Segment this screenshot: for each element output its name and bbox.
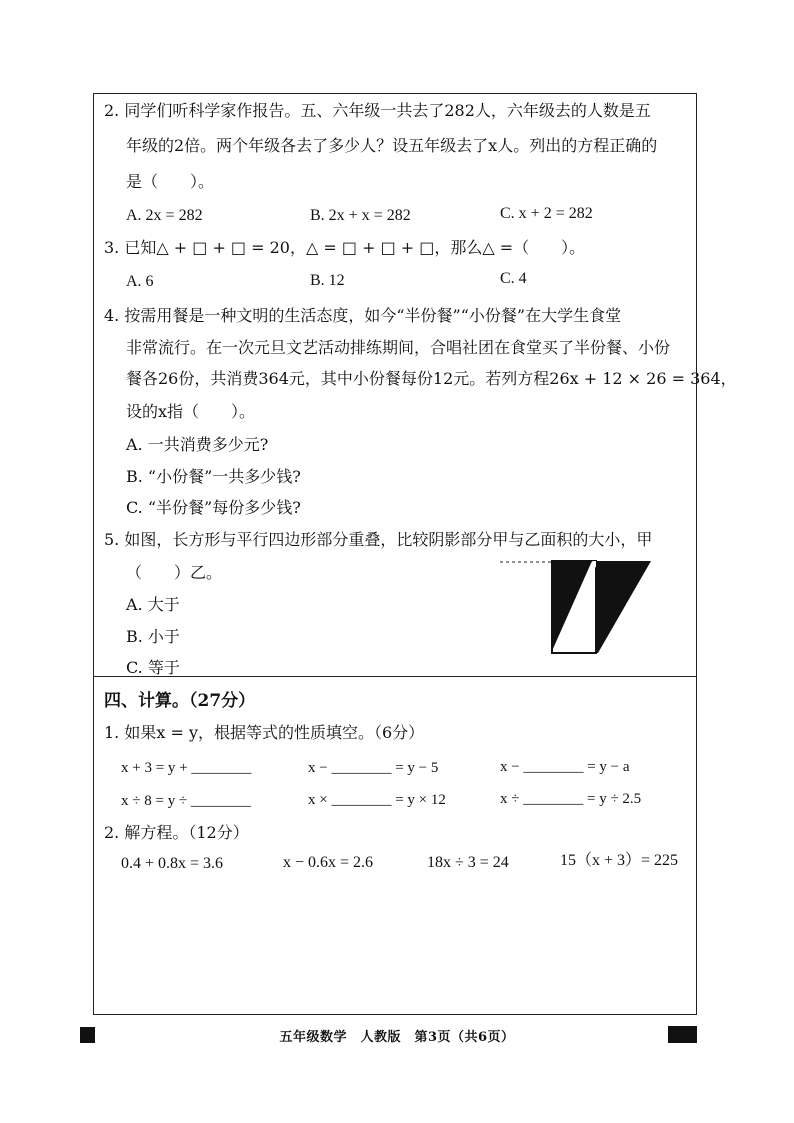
q2-line1: 2. 同学们听科学家作报告。五、六年级一共去了282人，六年级去的人数是五 (104, 101, 651, 120)
shaded-region-yi (596, 561, 651, 653)
equation-1: 0.4 + 0.8x = 3.6 (121, 855, 224, 872)
section4-title: 四、计算。（27分） (104, 691, 256, 711)
page-frame (93, 93, 697, 1015)
q3-line1: 3. 已知△ + □ + □ = 20，△ = □ + □ + □，那么△ =（ ）。 (104, 238, 586, 257)
calc-p2-title: 2. 解方程。（12分） (104, 823, 249, 842)
q4-option-b: B. “小份餐”一共多少钱? (126, 467, 301, 486)
q3-option-a: A. 6 (126, 273, 154, 290)
overlap-figure (497, 556, 657, 656)
page-footer: 五年级数学 人教版 第3页（共6页） (279, 1030, 515, 1045)
q2-option-b: B. 2x + x = 282 (310, 207, 411, 224)
q5-option-b: B. 小于 (126, 627, 180, 646)
q4-option-c: C. “半份餐”每份多少钱? (126, 498, 301, 517)
q5-option-a: A. 大于 (126, 595, 180, 614)
equation-2: x − 0.6x = 2.6 (283, 854, 374, 871)
calc-p1-title: 1. 如果x = y，根据等式的性质填空。（6分） (104, 723, 425, 742)
equation-4: 15（x + 3）= 225 (560, 852, 679, 869)
fill-blank-5: x × ________ = y × 12 (308, 792, 446, 808)
q5-line2: （ ）乙。 (126, 563, 223, 582)
q2-line2: 年级的2倍。两个年级各去了多少人？设五年级去了x人。列出的方程正确的 (126, 136, 658, 155)
q3-option-c: C. 4 (500, 270, 527, 287)
q2-line3: 是（ ）。 (126, 172, 215, 191)
q2-option-c: C. x + 2 = 282 (500, 205, 593, 222)
q3-option-b: B. 12 (310, 272, 345, 289)
fill-blank-1: x + 3 = y + ________ (121, 760, 252, 776)
equation-3: 18x ÷ 3 = 24 (427, 854, 509, 871)
q2-option-a: A. 2x = 282 (126, 207, 203, 224)
q4-line3: 餐各26份，共消费364元，其中小份餐每份12元。若列方程26x + 12 × 26 = 364， (126, 369, 737, 388)
q4-line1: 4. 按需用餐是一种文明的生活态度，如今“半份餐”“小份餐”在大学生食堂 (104, 306, 622, 325)
q4-line4: 设的x指（ ）。 (126, 402, 256, 421)
section-divider (93, 676, 697, 677)
fill-blank-2: x − ________ = y − 5 (308, 760, 439, 776)
q5-option-c: C. 等于 (126, 658, 180, 677)
fill-blank-4: x ÷ 8 = y ÷ ________ (121, 793, 251, 809)
fill-blank-6: x ÷ ________ = y ÷ 2.5 (500, 791, 642, 807)
q4-option-a: A. 一共消费多少元? (126, 435, 269, 454)
q4-line2: 非常流行。在一次元旦文艺活动排练期间，合唱社团在食堂买了半份餐、小份 (126, 338, 671, 357)
fill-blank-3: x − ________ = y − a (500, 759, 630, 775)
q5-line1: 5. 如图，长方形与平行四边形部分重叠，比较阴影部分甲与乙面积的大小，甲 (104, 530, 653, 549)
